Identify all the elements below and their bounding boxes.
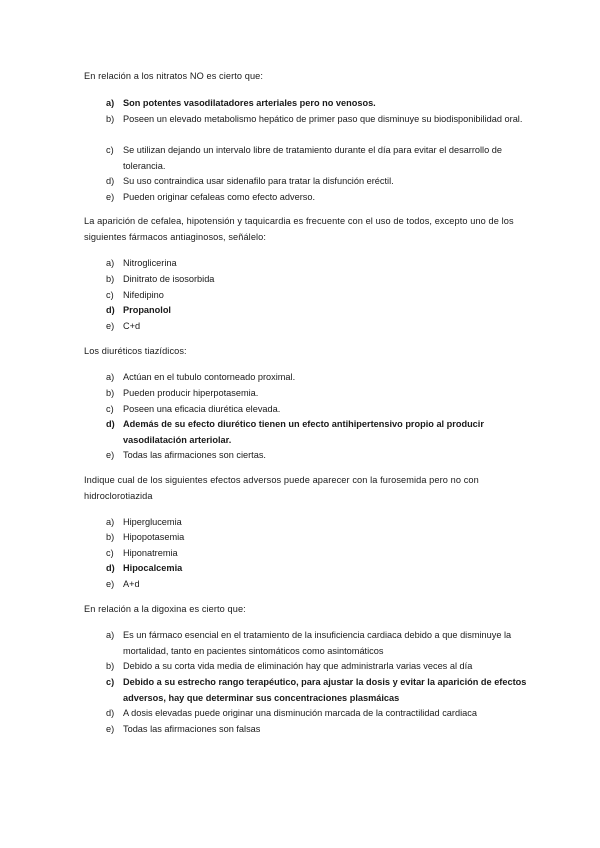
option-label: e): [106, 724, 115, 734]
option-label: a): [106, 372, 115, 382]
option-label: e): [106, 579, 115, 589]
option-text: Todas las afirmaciones son falsas: [123, 724, 261, 734]
option-text: Son potentes vasodilatadores arteriales pero no venosos.: [123, 98, 376, 108]
option-text: Hipocalcemia: [123, 563, 183, 573]
option-label: b): [106, 661, 115, 671]
option-label: d): [106, 419, 115, 429]
option-text: Debido a su corta vida media de eliminación hay que administrarla varias veces al día: [123, 661, 473, 671]
option-text: Pueden producir hiperpotasemia.: [123, 388, 259, 398]
option-label: c): [106, 290, 114, 300]
option-label: a): [106, 517, 115, 527]
option-text: Es un fármaco esencial en el tratamiento de la insuficiencia cardiaca debido a que disminuye la mortalidad, tanto en pacientes sintomáticos como asintomáticos: [123, 630, 512, 656]
option-label: d): [106, 305, 115, 315]
option-text: Propanolol: [123, 305, 171, 315]
option-text: Poseen un elevado metabolismo hepático de primer paso que disminuye su biodisponibilidad oral.: [123, 114, 523, 124]
option-text: Hiperglucemia: [123, 517, 182, 527]
option-label: b): [106, 388, 115, 398]
option-text: Se utilizan dejando un intervalo libre de tratamiento durante el día para evitar el desarrollo de tolerancia.: [123, 145, 502, 171]
question-3-stem: Los diuréticos tiazídicos:: [84, 346, 187, 356]
option-text: Dinitrato de isosorbida: [123, 274, 215, 284]
option-label: a): [106, 630, 115, 640]
option-label: e): [106, 321, 115, 331]
question-5-stem: En relación a la digoxina es cierto que:: [84, 604, 246, 614]
option-label: d): [106, 708, 115, 718]
option-text: Poseen una eficacia diurética elevada.: [123, 404, 281, 414]
option-label: b): [106, 274, 115, 284]
option-text: Todas las afirmaciones son ciertas.: [123, 450, 266, 460]
option-label: d): [106, 563, 115, 573]
option-label: b): [106, 532, 115, 542]
question-4-stem: Indique cual de los siguientes efectos adversos puede aparecer con la furosemida pero no con hidroclorotiazida: [84, 475, 479, 501]
option-text: Nitroglicerina: [123, 258, 177, 268]
question-2-stem: La aparición de cefalea, hipotensión y taquicardia es frecuente con el uso de todos, excepto uno de los siguientes fármacos antiaginosos, señálelo:: [84, 216, 514, 242]
option-text: Pueden originar cefaleas como efecto adverso.: [123, 192, 316, 202]
option-label: b): [106, 114, 115, 124]
option-text: C+d: [123, 321, 141, 331]
option-text: Debido a su estrecho rango terapéutico, para ajustar la dosis y evitar la aparición de efectos adversos, hay que determinar sus concentraciones plasmáicas: [123, 677, 527, 703]
option-text: Nifedipino: [123, 290, 164, 300]
option-text: Hiponatremia: [123, 548, 178, 558]
option-text: Hipopotasemia: [123, 532, 185, 542]
option-label: c): [106, 548, 114, 558]
option-label: a): [106, 98, 115, 108]
option-text: Su uso contraindica usar sidenafilo para tratar la disfunción eréctil.: [123, 176, 394, 186]
option-label: c): [106, 404, 114, 414]
question-1-stem: En relación a los nitratos NO es cierto que:: [84, 71, 264, 81]
option-text: Actúan en el tubulo contorneado proximal.: [123, 372, 296, 382]
option-label: a): [106, 258, 115, 268]
option-text: A dosis elevadas puede originar una disminución marcada de la contractilidad cardiaca: [123, 708, 477, 718]
option-label: c): [106, 677, 115, 687]
option-label: e): [106, 450, 115, 460]
option-text: Además de su efecto diurético tienen un efecto antihipertensivo propio al producir vasodilatación arteriolar.: [123, 419, 484, 445]
option-label: d): [106, 176, 115, 186]
option-text: A+d: [123, 579, 140, 589]
option-label: c): [106, 145, 114, 155]
option-label: e): [106, 192, 115, 202]
